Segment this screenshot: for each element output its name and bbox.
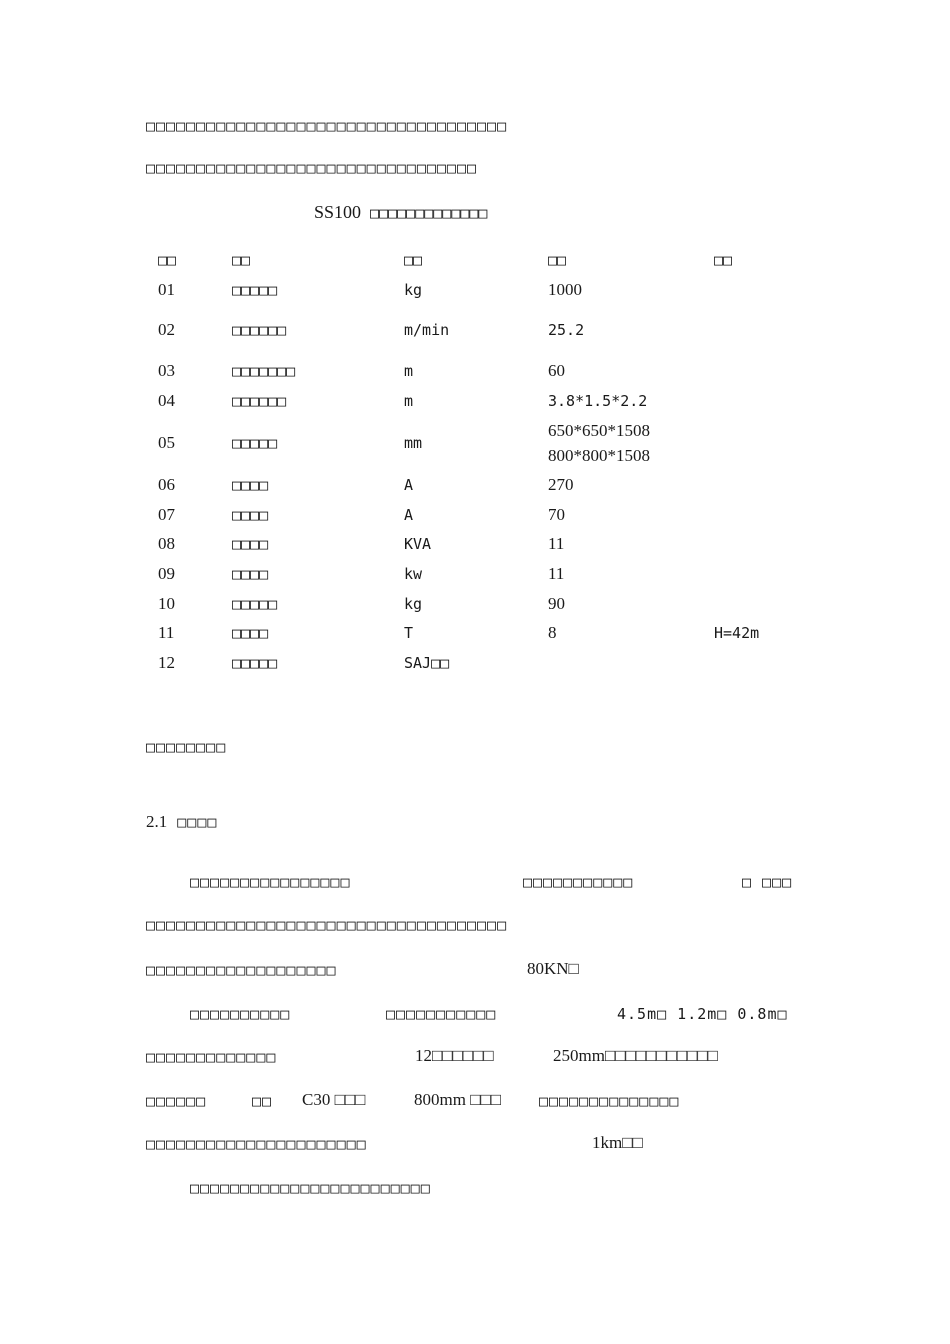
- body-p2-fragment: □□□□□□□□□□□: [386, 1005, 497, 1023]
- table-row-name: □□□□: [232, 565, 269, 583]
- table-row-unit: SAJ□□: [404, 654, 450, 672]
- table-row-value: 90: [548, 594, 565, 613]
- table-row-name: □□□□□□□: [232, 362, 296, 380]
- table-row-no: 12: [158, 653, 175, 672]
- table-row-no: 04: [158, 391, 175, 410]
- table-row-unit: T: [404, 624, 414, 642]
- table-header-note: □□: [714, 251, 733, 269]
- table-row-name: □□□□: [232, 476, 269, 494]
- table-row-name: □□□□□: [232, 281, 278, 299]
- body-p2-fragment: □□□□□□□□□□□□□□: [539, 1092, 680, 1110]
- table-row-no: 02: [158, 320, 175, 339]
- table-row-value: 11: [548, 564, 565, 583]
- table-row-unit: KVA: [404, 535, 432, 553]
- table-row-note: H=42m: [714, 624, 760, 642]
- body-p3-line: □□□□□□□□□□□□□□□□□□□□□□□□: [190, 1179, 431, 1197]
- table-row-no: 01: [158, 280, 175, 299]
- table-row-no: 08: [158, 534, 175, 553]
- subsection-heading: [146, 812, 217, 832]
- body-p2-fragment: 250mm□□□□□□□□□□□: [553, 1046, 718, 1065]
- body-p1-line: □□□□□□□□□□□□□□□□□□□□□□□□□□□□□□□□□□□□: [146, 916, 508, 934]
- table-row-value: 11: [548, 534, 565, 553]
- table-row-name: □□□□□□: [232, 321, 287, 339]
- table-row-name: □□□□: [232, 506, 269, 524]
- table-caption-text: □□□□□□□□□□□□□: [361, 204, 488, 222]
- subsection-number: 2.1: [146, 812, 168, 831]
- table-row-unit: m: [404, 392, 414, 410]
- body-p1-fragment: □□□□□□□□□□□: [523, 873, 634, 891]
- table-row-unit: A: [404, 506, 414, 524]
- body-p1-fragment: □ □□□: [742, 873, 793, 891]
- body-p2-fragment: 12□□□□□□: [415, 1046, 494, 1065]
- table-row-unit: kw: [404, 565, 423, 583]
- table-row-no: 03: [158, 361, 175, 380]
- table-row-unit: m/min: [404, 321, 450, 339]
- table-row-name: □□□□□□: [232, 392, 287, 410]
- body-p2-fragment: □□□□□□: [146, 1092, 207, 1110]
- table-row-unit: kg: [404, 595, 423, 613]
- table-row-value: 3.8*1.5*2.2: [548, 392, 648, 410]
- table-row-name: □□□□□: [232, 654, 278, 672]
- table-header-no: □□: [158, 251, 177, 269]
- table-row-no: 07: [158, 505, 175, 524]
- section-heading: □□□□□□□□: [146, 738, 227, 756]
- body-p2-fragment: □□□□□□□□□□: [190, 1005, 291, 1023]
- body-p1-fragment: □□□□□□□□□□□□□□□□: [190, 873, 351, 891]
- body-p1-fragment: □□□□□□□□□□□□□□□□□□□: [146, 961, 337, 979]
- body-p2-fragment: □□□□□□□□□□□□□: [146, 1048, 277, 1066]
- table-row-no: 10: [158, 594, 175, 613]
- table-header-name: □□: [232, 251, 251, 269]
- table-row-no: 09: [158, 564, 175, 583]
- subsection-title: □□□□: [167, 813, 218, 831]
- table-row-value: 8: [548, 623, 557, 642]
- table-row-value: 650*650*1508: [548, 421, 650, 440]
- table-row-unit: mm: [404, 434, 423, 452]
- table-row-unit: m: [404, 362, 414, 380]
- body-p2-fragment: 1km□□: [592, 1133, 643, 1152]
- table-row-value: 270: [548, 475, 574, 494]
- table-row-no: 11: [158, 623, 175, 642]
- body-p1-fragment: 80KN□: [527, 959, 579, 978]
- table-row-value-2: 800*800*1508: [548, 446, 650, 465]
- body-p2-fragment: □□□□□□□□□□□□□□□□□□□□□□: [146, 1135, 367, 1153]
- table-row-unit: kg: [404, 281, 423, 299]
- body-p2-fragment: 4.5m□ 1.2m□ 0.8m□: [617, 1005, 788, 1023]
- table-row-name: □□□□□: [232, 434, 278, 452]
- body-p2-fragment: C30 □□□: [302, 1090, 366, 1109]
- intro-line-1: □□□□□□□□□□□□□□□□□□□□□□□□□□□□□□□□□□□□: [146, 117, 508, 135]
- table-row-name: □□□□: [232, 535, 269, 553]
- table-row-value: 60: [548, 361, 565, 380]
- table-header-value: □□: [548, 251, 567, 269]
- table-header-unit: □□: [404, 251, 423, 269]
- table-row-name: □□□□: [232, 624, 269, 642]
- intro-line-2: □□□□□□□□□□□□□□□□□□□□□□□□□□□□□□□□□: [146, 159, 478, 177]
- table-caption-model: SS100: [314, 202, 362, 222]
- table-row-no: 06: [158, 475, 175, 494]
- table-caption: [314, 202, 487, 223]
- table-row-value: 70: [548, 505, 565, 524]
- table-row-value: 1000: [548, 280, 582, 299]
- table-row-name: □□□□□: [232, 595, 278, 613]
- body-p2-fragment: □□: [252, 1092, 273, 1110]
- table-row-no: 05: [158, 433, 175, 452]
- body-p2-fragment: 800mm □□□: [414, 1090, 502, 1109]
- table-row-value: 25.2: [548, 321, 585, 339]
- table-row-unit: A: [404, 476, 414, 494]
